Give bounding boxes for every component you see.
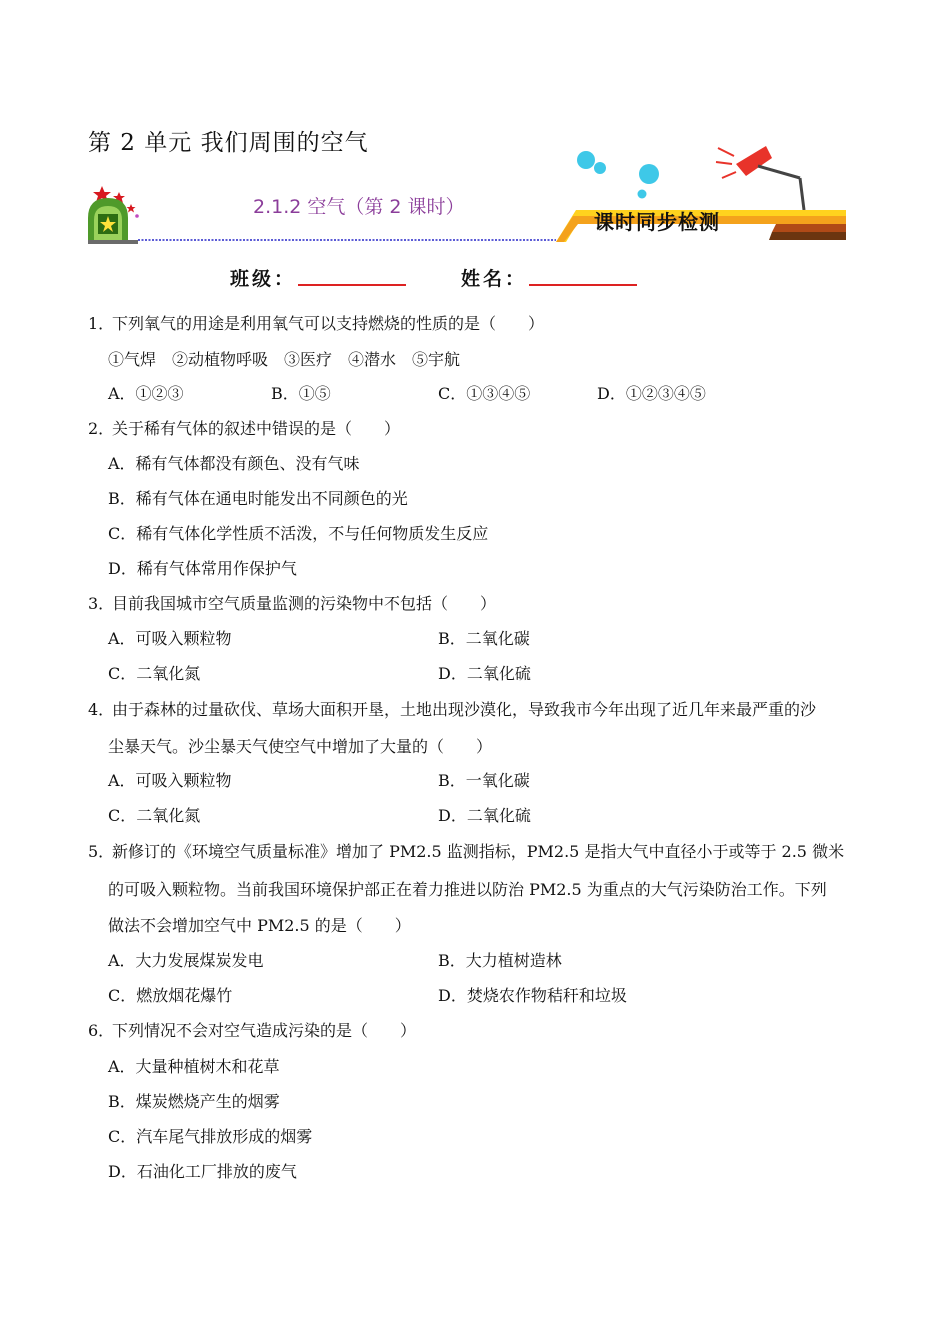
- question-text: 由于森林的过量砍伐、草场大面积开垦，土地出现沙漠化，导致我市今年出现了近几年来最严重的沙: [112, 700, 817, 719]
- name-field[interactable]: [529, 284, 637, 286]
- question-number: 1．: [88, 314, 115, 333]
- castle-icon: [88, 198, 138, 244]
- option-c[interactable]: C．燃放烟花爆竹: [108, 986, 233, 1005]
- option-b[interactable]: B．一氧化碳: [438, 771, 530, 790]
- question-text: 新修订的《环境空气质量标准》增加了 PM2.5 监测指标，PM2.5 是指大气中直径小于或等于 2.5 微米: [112, 842, 845, 861]
- option-a[interactable]: A．可吸入颗粒物: [108, 771, 232, 790]
- question-text-continued: 尘暴天气。沙尘暴天气使空气中增加了大量的（ ）: [108, 737, 493, 756]
- bubble-icon: [577, 151, 659, 199]
- option-c[interactable]: C．二氧化氮: [108, 664, 201, 683]
- option-c[interactable]: C．①③④⑤: [438, 384, 531, 403]
- question-number: 4．: [88, 700, 115, 719]
- question-text-continued: 做法不会增加空气中 PM2.5 的是（ ）: [108, 916, 411, 935]
- option-a[interactable]: A．稀有气体都没有颜色、没有气味: [108, 454, 360, 473]
- option-d[interactable]: D．稀有气体常用作保护气: [108, 559, 297, 578]
- option-d[interactable]: D．①②③④⑤: [597, 384, 706, 403]
- question-sub-items: ①气焊 ②动植物呼吸 ③医疗 ④潜水 ⑤宇航: [108, 350, 461, 369]
- option-c[interactable]: C．稀有气体化学性质不活泼，不与任何物质发生反应: [108, 524, 489, 543]
- question-number: 3．: [88, 594, 115, 613]
- question-text: 目前我国城市空气质量监测的污染物中不包括（ ）: [112, 594, 497, 613]
- question-number: 5．: [88, 842, 115, 861]
- name-label: 姓名：: [461, 268, 528, 290]
- option-d[interactable]: D．二氧化硫: [438, 664, 531, 683]
- lesson-banner: [86, 146, 856, 250]
- option-d[interactable]: D．石油化工厂排放的废气: [108, 1162, 297, 1181]
- option-b[interactable]: B．大力植树造林: [438, 951, 562, 970]
- option-a[interactable]: A．①②③: [108, 384, 184, 403]
- option-d[interactable]: D．焚烧农作物秸秆和垃圾: [438, 986, 627, 1005]
- option-b[interactable]: B．煤炭燃烧产生的烟雾: [108, 1092, 280, 1111]
- question-number: 2．: [88, 419, 115, 438]
- question-number: 6．: [88, 1021, 115, 1040]
- unit-title: 第 2 单元 我们周围的空气: [88, 130, 369, 156]
- option-d[interactable]: D．二氧化硫: [438, 806, 531, 825]
- question-text: 下列氧气的用途是利用氧气可以支持燃烧的性质的是（ ）: [112, 314, 545, 333]
- question-text-continued: 的可吸入颗粒物。当前我国环境保护部正在着力推进以防治 PM2.5 为重点的大气污染防治工作。下列: [108, 880, 827, 899]
- class-field[interactable]: [298, 284, 406, 286]
- question-text: 关于稀有气体的叙述中错误的是（ ）: [112, 419, 401, 438]
- option-b[interactable]: B．①⑤: [271, 384, 331, 403]
- option-b[interactable]: B．稀有气体在通电时能发出不同颜色的光: [108, 489, 408, 508]
- lesson-title: 2.1.2 空气（第 2 课时）: [253, 196, 465, 218]
- class-label: 班级：: [230, 268, 297, 290]
- lamp-icon: [716, 146, 804, 210]
- option-a[interactable]: A．大力发展煤炭发电: [108, 951, 264, 970]
- option-b[interactable]: B．二氧化碳: [438, 629, 530, 648]
- banner-label: 课时同步检测: [594, 210, 720, 234]
- option-a[interactable]: A．可吸入颗粒物: [108, 629, 232, 648]
- question-text: 下列情况不会对空气造成污染的是（ ）: [112, 1021, 417, 1040]
- option-c[interactable]: C．汽车尾气排放形成的烟雾: [108, 1127, 313, 1146]
- option-c[interactable]: C．二氧化氮: [108, 806, 201, 825]
- option-a[interactable]: A．大量种植树木和花草: [108, 1057, 280, 1076]
